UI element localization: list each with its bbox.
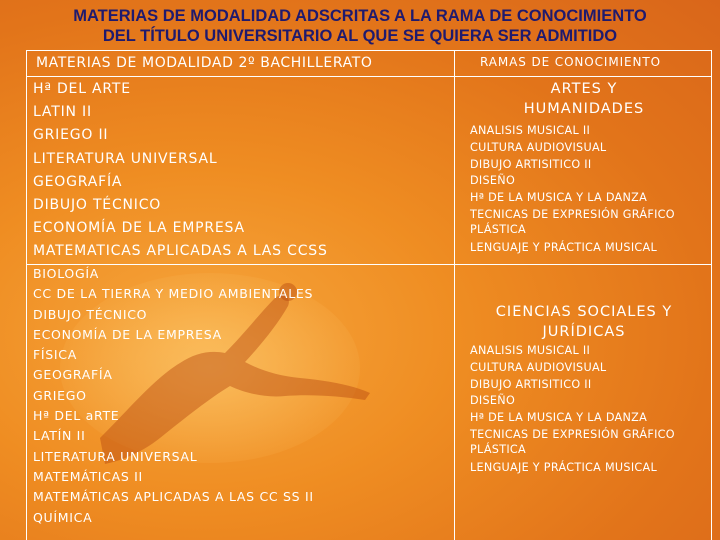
header-materias: MATERIAS DE MODALIDAD 2º BACHILLERATO [36, 55, 373, 71]
header-divider [26, 76, 712, 77]
list-item: MATEMÁTICAS APLICADAS A LAS CC SS II [33, 489, 314, 505]
list-item: BIOLOGÍA [33, 266, 99, 281]
list-item: DIBUJO TÉCNICO [33, 306, 148, 322]
table-border-right [711, 50, 712, 540]
list-item: DISEÑO [470, 174, 516, 188]
rama-artes-materias [470, 123, 675, 257]
title-line: MATERIAS DE MODALIDAD ADSCRITAS A LA RAMA DE CONOCIMIENTO [73, 7, 647, 25]
list-item: TECNICAS DE EXPRESIÓN GRÁFICO [470, 427, 675, 441]
title-line: DEL TÍTULO UNIVERSITARIO AL QUE SE QUIERA SER ADMITIDO [102, 27, 618, 45]
list-item: CC DE LA TIERRA Y MEDIO AMBIENTALES [33, 286, 314, 302]
list-item: ANALISIS MUSICAL II [470, 344, 591, 357]
list-item: Hª DEL aRTE [33, 408, 120, 424]
list-item: DIBUJO ARTISITICO II [470, 157, 592, 171]
list-item: TECNICAS DE EXPRESIÓN GRÁFICO [470, 207, 675, 221]
table-border-left [26, 50, 27, 540]
list-item: GRIEGO II [33, 127, 109, 144]
list-item: LENGUAJE Y PRÁCTICA MUSICAL [470, 460, 658, 474]
list-item: LITERATURA UNIVERSAL [33, 448, 198, 464]
list-item: DIBUJO TÉCNICO [33, 197, 162, 214]
slide-title [0, 6, 720, 46]
list-item: QUÍMICA [33, 509, 93, 525]
list-item: FÍSICA [33, 347, 77, 363]
list-item: Hª DE LA MUSICA Y LA DANZA [470, 411, 648, 425]
list-item: LATIN II [33, 104, 92, 121]
materias-list-ccss [33, 264, 314, 528]
materias-list-artes [33, 78, 328, 264]
list-item: LATÍN II [33, 428, 86, 444]
list-item: Hª DE LA MUSICA Y LA DANZA [470, 191, 648, 205]
rama-title-line: HUMANIDADES [523, 101, 645, 117]
rama-ccss-title [456, 302, 712, 342]
list-item: Hª DEL ARTE [33, 81, 131, 97]
list-item: GRIEGO [33, 387, 87, 403]
list-item: ECONOMÍA DE LA EMPRESA [33, 220, 245, 237]
list-item: LITERATURA UNIVERSAL [33, 150, 218, 167]
column-divider [454, 50, 455, 540]
list-item: CULTURA AUDIOVISUAL [470, 140, 607, 154]
list-item: LENGUAJE Y PRÁCTICA MUSICAL [470, 240, 658, 254]
list-item: PLÁSTICA [470, 222, 526, 236]
header-ramas: RAMAS DE CONOCIMIENTO [480, 55, 661, 69]
list-item: GEOGRAFÍA [33, 173, 123, 190]
rama-title-line: ARTES Y [550, 81, 618, 97]
list-item: ANALISIS MUSICAL II [470, 124, 591, 137]
list-item: ECONOMÍA DE LA EMPRESA [33, 326, 222, 342]
list-item: GEOGRAFÍA [33, 367, 113, 383]
list-item: DISEÑO [470, 394, 516, 408]
subjects-table [26, 50, 712, 540]
list-item: CULTURA AUDIOVISUAL [470, 360, 607, 374]
rama-title-line: CIENCIAS SOCIALES Y [495, 304, 673, 320]
list-item: MATEMATICAS APLICADAS A LAS CCSS [33, 243, 328, 260]
list-item: DIBUJO ARTISITICO II [470, 377, 592, 391]
list-item: MATEMÁTICAS II [33, 468, 143, 484]
table-border-top [26, 50, 712, 51]
rama-artes-title [456, 79, 712, 119]
rama-title-line: JURÍDICAS [542, 324, 626, 340]
rama-ccss-materias [470, 343, 675, 477]
list-item: PLÁSTICA [470, 442, 526, 456]
